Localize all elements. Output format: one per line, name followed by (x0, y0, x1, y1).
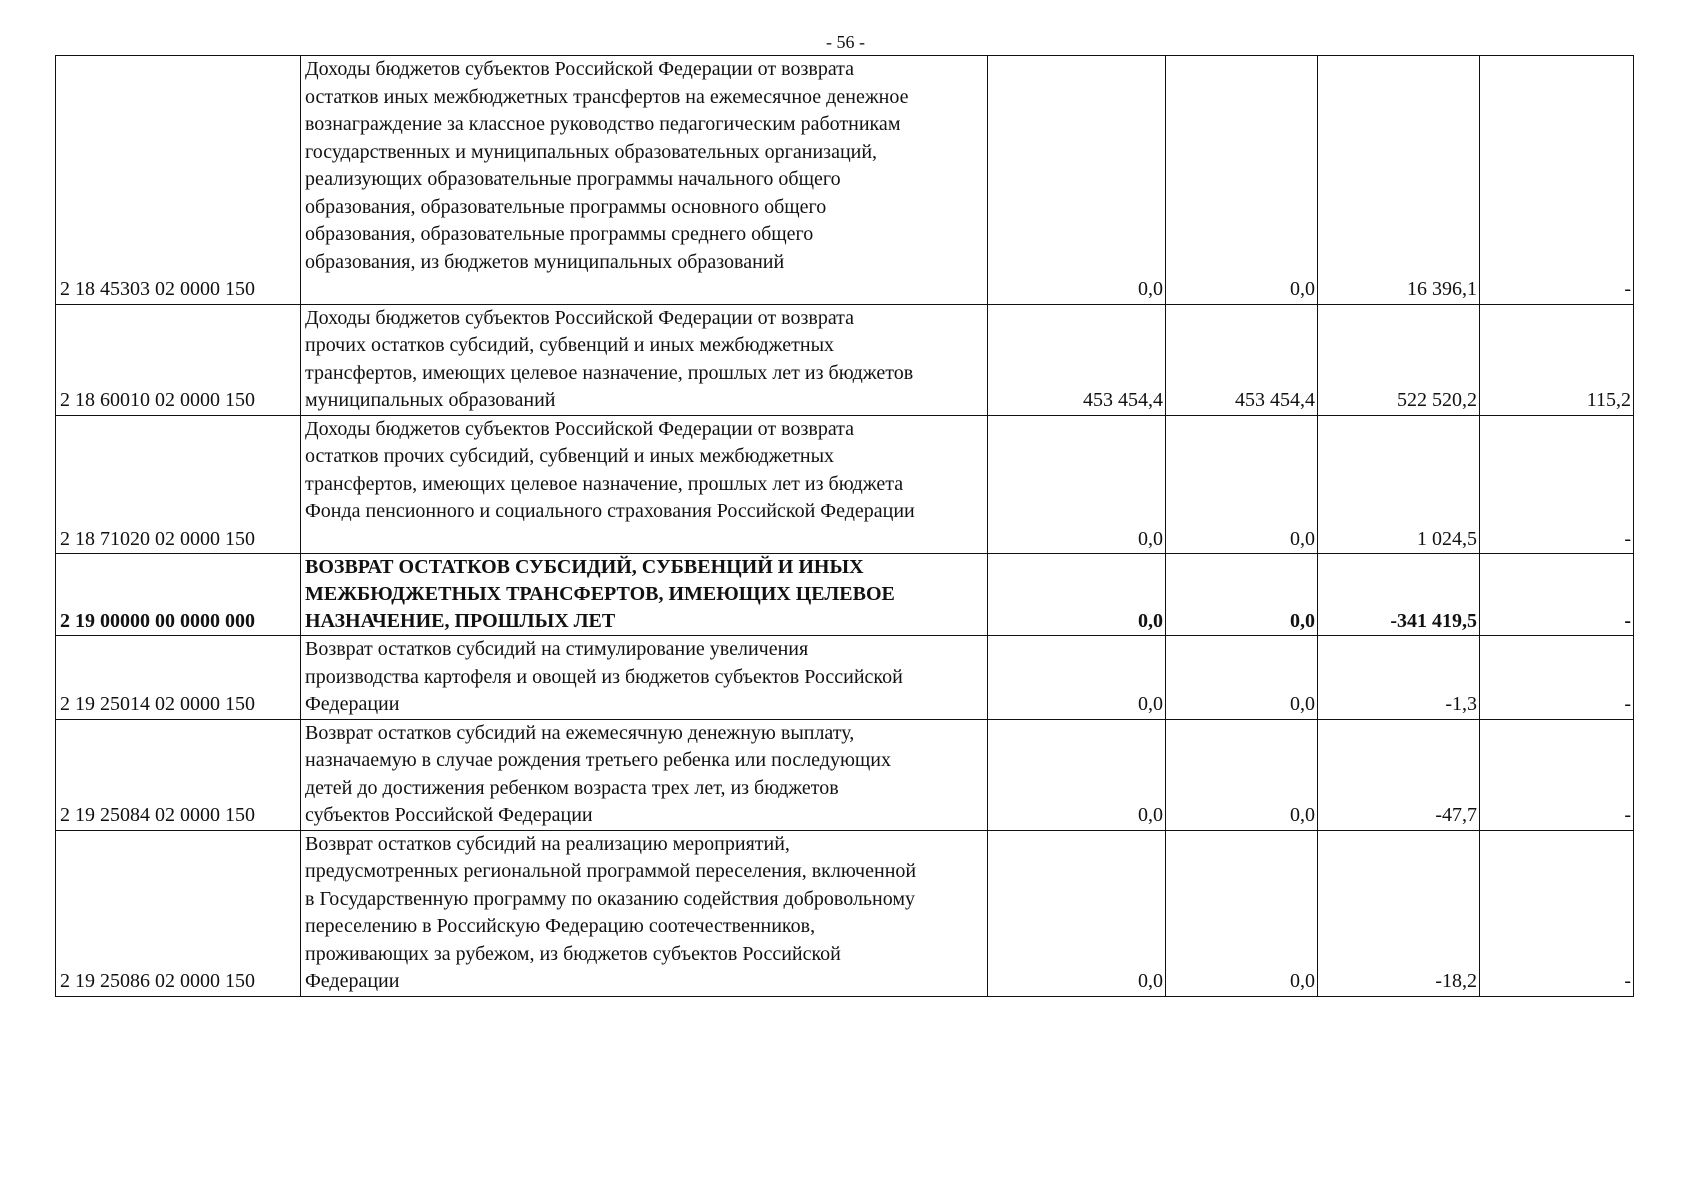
description-line: остатков прочих субсидий, субвенций и иных межбюджетных (305, 445, 835, 467)
description-line: трансфертов, имеющих целевое назначение, прошлых лет из бюджета (305, 472, 904, 495)
value-cell: 453 454,4 (988, 304, 1166, 415)
percent-cell: - (1480, 554, 1634, 636)
description-line: прочих остатков субсидий, субвенций и иных межбюджетных (305, 334, 835, 356)
description-line: Возврат остатков субсидий на реализацию мероприятий, (305, 832, 790, 855)
budget-code: 2 19 25086 02 0000 150 (56, 830, 301, 996)
row-description (301, 636, 988, 720)
description-line: Доходы бюджетов субъектов Российской Федерации от возврата (305, 58, 855, 80)
table-row (56, 304, 1634, 415)
description-line: Фонда пенсионного и социального страхования Российской Федерации (305, 500, 915, 522)
value-cell: 522 520,2 (1318, 304, 1480, 415)
table-row (56, 719, 1634, 830)
percent-cell: - (1480, 719, 1634, 830)
description-line: трансфертов, имеющих целевое назначение, прошлых лет из бюджетов (305, 361, 914, 384)
table-row (56, 830, 1634, 996)
description-line: ВОЗВРАТ ОСТАТКОВ СУБСИДИЙ, СУБВЕНЦИЙ И ИНЫХ (305, 556, 864, 578)
value-cell: -1,3 (1318, 636, 1480, 720)
value-cell: 0,0 (988, 554, 1166, 636)
value-cell: 16 396,1 (1318, 56, 1480, 305)
description-line: назначаемую в случае рождения третьего ребенка или последующих (305, 749, 892, 771)
budget-code: 2 19 25014 02 0000 150 (56, 636, 301, 720)
budget-code: 2 19 25084 02 0000 150 (56, 719, 301, 830)
row-description (301, 719, 988, 830)
value-cell: -47,7 (1318, 719, 1480, 830)
value-cell: 0,0 (988, 719, 1166, 830)
description-line: детей до достижения ребенком возраста трех лет, из бюджетов (305, 776, 839, 799)
value-cell: 0,0 (1166, 554, 1318, 636)
value-cell: 453 454,4 (1166, 304, 1318, 415)
description-line: МЕЖБЮДЖЕТНЫХ ТРАНСФЕРТОВ, ИМЕЮЩИХ ЦЕЛЕВОЕ (305, 583, 895, 605)
value-cell: 0,0 (988, 636, 1166, 720)
description-line: Федерации (305, 970, 400, 992)
description-line: образования, из бюджетов муниципальных образований (305, 250, 785, 273)
budget-code: 2 18 71020 02 0000 150 (56, 415, 301, 554)
description-line: государственных и муниципальных образовательных организаций, (305, 140, 878, 163)
value-cell: 0,0 (1166, 56, 1318, 305)
row-description (301, 554, 988, 636)
value-cell: 0,0 (1166, 415, 1318, 554)
description-line: муниципальных образований (305, 389, 556, 411)
value-cell: -18,2 (1318, 830, 1480, 996)
page-number: - 56 - (826, 32, 865, 52)
value-cell: 0,0 (1166, 719, 1318, 830)
value-cell: 0,0 (1166, 830, 1318, 996)
table-row (56, 56, 1634, 305)
row-description (301, 304, 988, 415)
budget-code: 2 18 60010 02 0000 150 (56, 304, 301, 415)
table-row (56, 415, 1634, 554)
value-cell: 0,0 (988, 830, 1166, 996)
budget-table (55, 55, 1634, 997)
budget-table-body (56, 56, 1634, 997)
value-cell: 0,0 (1166, 636, 1318, 720)
budget-code: 2 19 00000 00 0000 000 (56, 554, 301, 636)
description-line: Федерации (305, 693, 400, 715)
budget-code: 2 18 45303 02 0000 150 (56, 56, 301, 305)
description-line: образования, образовательные программы основного общего (305, 195, 827, 218)
value-cell: 0,0 (988, 415, 1166, 554)
description-line: Доходы бюджетов субъектов Российской Федерации от возврата (305, 417, 855, 440)
percent-cell: - (1480, 830, 1634, 996)
percent-cell: - (1480, 415, 1634, 554)
description-line: Возврат остатков субсидий на стимулирование увеличения (305, 638, 809, 660)
description-line: в Государственную программу по оказанию содействия добровольному (305, 887, 916, 910)
description-line: образования, образовательные программы среднего общего (305, 223, 814, 245)
description-line: субъектов Российской Федерации (305, 804, 593, 826)
value-cell: 0,0 (988, 56, 1166, 305)
description-line: Возврат остатков субсидий на ежемесячную денежную выплату, (305, 721, 855, 744)
percent-cell: - (1480, 56, 1634, 305)
value-cell: -341 419,5 (1318, 554, 1480, 636)
value-cell: 1 024,5 (1318, 415, 1480, 554)
row-description (301, 415, 988, 554)
description-line: переселению в Российскую Федерацию соотечественников, (305, 915, 816, 937)
description-line: остатков иных межбюджетных трансфертов на ежемесячное денежное (305, 85, 909, 108)
description-line: НАЗНАЧЕНИЕ, ПРОШЛЫХ ЛЕТ (305, 610, 616, 632)
table-row (56, 636, 1634, 720)
description-line: вознаграждение за классное руководство педагогическим работникам (305, 113, 901, 135)
description-line: проживающих за рубежом, из бюджетов субъектов Российской (305, 942, 841, 965)
description-line: предусмотренных региональной программой переселения, включенной (305, 860, 917, 882)
row-description (301, 830, 988, 996)
description-line: производства картофеля и овощей из бюджетов субъектов Российской (305, 665, 903, 688)
table-row-section (56, 554, 1634, 636)
percent-cell: - (1480, 636, 1634, 720)
description-line: Доходы бюджетов субъектов Российской Федерации от возврата (305, 306, 855, 329)
percent-cell: 115,2 (1480, 304, 1634, 415)
description-line: реализующих образовательные программы начального общего (305, 168, 841, 190)
row-description (301, 56, 988, 305)
